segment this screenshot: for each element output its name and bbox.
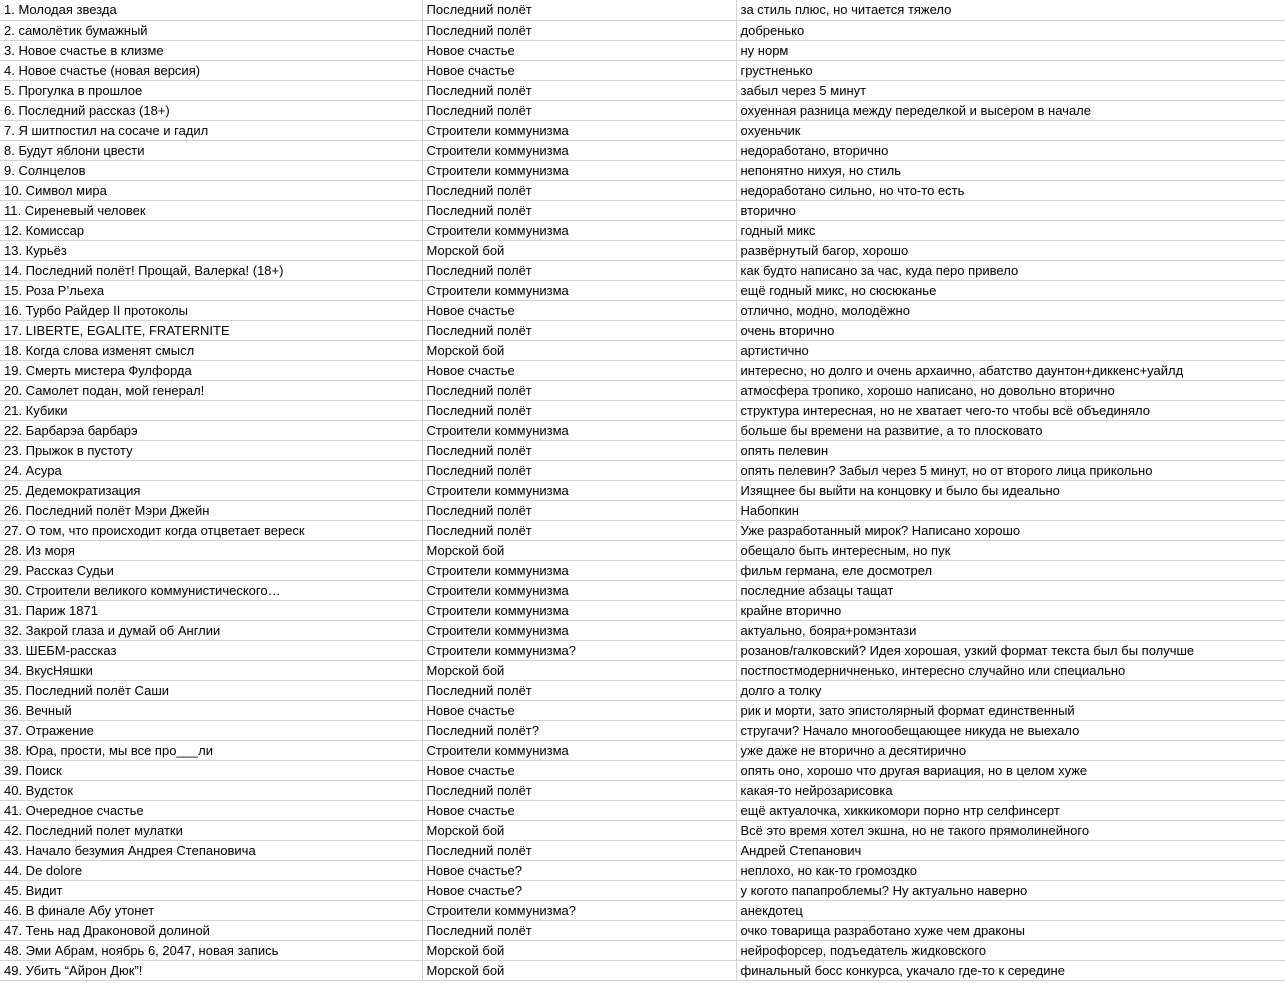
comment-cell[interactable]: очко товарища разработано хуже чем драконы bbox=[736, 920, 1285, 940]
comment-cell[interactable]: розанов/галковский? Идея хорошая, узкий формат текста был бы получше bbox=[736, 640, 1285, 660]
table-row bbox=[0, 440, 1285, 460]
comment-cell[interactable]: ну норм bbox=[736, 40, 1285, 60]
comment-cell[interactable]: рик и морти, зато эпистолярный формат единственный bbox=[736, 700, 1285, 720]
category-cell[interactable]: Последний полёт bbox=[422, 260, 736, 280]
comment-cell[interactable]: нейрофорсер, подъедатель жидковского bbox=[736, 940, 1285, 960]
title-cell[interactable]: 20. Самолет подан, мой генерал! bbox=[0, 380, 422, 400]
title-cell[interactable]: 18. Когда слова изменят смысл bbox=[0, 340, 422, 360]
title-cell[interactable]: 6. Последний рассказ (18+) bbox=[0, 100, 422, 120]
category-cell[interactable]: Морской бой bbox=[422, 240, 736, 260]
category-cell[interactable]: Морской бой bbox=[422, 660, 736, 680]
table-row bbox=[0, 620, 1285, 640]
category-cell[interactable]: Строители коммунизма bbox=[422, 160, 736, 180]
comment-cell[interactable]: непонятно нихуя, но стиль bbox=[736, 160, 1285, 180]
comment-cell[interactable]: охуеньчик bbox=[736, 120, 1285, 140]
title-cell[interactable]: 46. В финале Абу утонет bbox=[0, 900, 422, 920]
category-cell[interactable]: Последний полёт bbox=[422, 780, 736, 800]
category-cell[interactable]: Последний полёт bbox=[422, 100, 736, 120]
table-row bbox=[0, 560, 1285, 580]
title-cell[interactable]: 37. Отражение bbox=[0, 720, 422, 740]
table-row bbox=[0, 220, 1285, 240]
table-row bbox=[0, 120, 1285, 140]
category-cell[interactable]: Строители коммунизма? bbox=[422, 900, 736, 920]
table-row bbox=[0, 480, 1285, 500]
title-cell[interactable]: 33. ШЕБМ-рассказ bbox=[0, 640, 422, 660]
table-row bbox=[0, 940, 1285, 960]
comment-cell[interactable]: Всё это время хотел экшна, но не такого прямолинейного bbox=[736, 820, 1285, 840]
table-row bbox=[0, 740, 1285, 760]
comment-cell[interactable]: какая-то нейрозарисовка bbox=[736, 780, 1285, 800]
comment-cell[interactable]: ещё годный микс, но сюсюканье bbox=[736, 280, 1285, 300]
title-cell[interactable]: 13. Курьёз bbox=[0, 240, 422, 260]
title-cell[interactable]: 3. Новое счастье в клизме bbox=[0, 40, 422, 60]
comment-cell[interactable]: последние абзацы тащат bbox=[736, 580, 1285, 600]
title-cell[interactable]: 34. ВкусНяшки bbox=[0, 660, 422, 680]
comment-cell[interactable]: Изящнее бы выйти на концовку и было бы идеально bbox=[736, 480, 1285, 500]
category-cell[interactable]: Последний полёт bbox=[422, 500, 736, 520]
title-cell[interactable]: 12. Комиссар bbox=[0, 220, 422, 240]
comment-cell[interactable]: больше бы времени на развитие, а то плосковато bbox=[736, 420, 1285, 440]
category-cell[interactable]: Новое счастье bbox=[422, 40, 736, 60]
table-row bbox=[0, 460, 1285, 480]
title-cell[interactable]: 30. Строители великого коммунистического… bbox=[0, 580, 422, 600]
title-cell[interactable]: 26. Последний полёт Мэри Джейн bbox=[0, 500, 422, 520]
category-cell[interactable]: Строители коммунизма bbox=[422, 580, 736, 600]
category-cell[interactable]: Строители коммунизма? bbox=[422, 640, 736, 660]
title-cell[interactable]: 39. Поиск bbox=[0, 760, 422, 780]
comment-cell[interactable]: крайне вторично bbox=[736, 600, 1285, 620]
title-cell[interactable]: 2. самолётик бумажный bbox=[0, 20, 422, 40]
title-cell[interactable]: 5. Прогулка в прошлое bbox=[0, 80, 422, 100]
comment-cell[interactable]: недоработано сильно, но что-то есть bbox=[736, 180, 1285, 200]
table-row bbox=[0, 800, 1285, 820]
table-row bbox=[0, 840, 1285, 860]
category-cell[interactable]: Последний полёт bbox=[422, 200, 736, 220]
comment-cell[interactable]: постпостмодерничненько, интересно случайно или специально bbox=[736, 660, 1285, 680]
title-cell[interactable]: 7. Я шитпостил на сосаче и гадил bbox=[0, 120, 422, 140]
comment-cell[interactable]: структура интересная, но не хватает чего-то чтобы всё объединяло bbox=[736, 400, 1285, 420]
comment-cell[interactable]: артистично bbox=[736, 340, 1285, 360]
category-cell[interactable]: Последний полёт bbox=[422, 440, 736, 460]
table-row bbox=[0, 700, 1285, 720]
comment-cell[interactable]: Андрей Степанович bbox=[736, 840, 1285, 860]
title-cell[interactable]: 8. Будут яблони цвести bbox=[0, 140, 422, 160]
table-row bbox=[0, 200, 1285, 220]
title-cell[interactable]: 49. Убить “Айрон Дюк”! bbox=[0, 960, 422, 980]
title-cell[interactable]: 22. Барбарэа барбарэ bbox=[0, 420, 422, 440]
table-row bbox=[0, 240, 1285, 260]
comment-cell[interactable]: за стиль плюс, но читается тяжело bbox=[736, 0, 1285, 20]
title-cell[interactable]: 11. Сиреневый человек bbox=[0, 200, 422, 220]
table-row bbox=[0, 20, 1285, 40]
category-cell[interactable]: Строители коммунизма bbox=[422, 120, 736, 140]
title-cell[interactable]: 9. Солнцелов bbox=[0, 160, 422, 180]
comment-cell[interactable]: охуенная разница между переделкой и высером в начале bbox=[736, 100, 1285, 120]
comment-cell[interactable]: у когото папапроблемы? Ну актуально наверно bbox=[736, 880, 1285, 900]
table-row bbox=[0, 680, 1285, 700]
comment-cell[interactable]: стругачи? Начало многообещающее никуда не выехало bbox=[736, 720, 1285, 740]
comment-cell[interactable]: интересно, но долго и очень архаично, абатство даунтон+диккенс+уайлд bbox=[736, 360, 1285, 380]
category-cell[interactable]: Новое счастье bbox=[422, 360, 736, 380]
title-cell[interactable]: 19. Смерть мистера Фулфорда bbox=[0, 360, 422, 380]
comment-cell[interactable]: анекдотец bbox=[736, 900, 1285, 920]
table-row bbox=[0, 880, 1285, 900]
comment-cell[interactable]: актуально, бояра+ромэнтази bbox=[736, 620, 1285, 640]
category-cell[interactable]: Морской бой bbox=[422, 340, 736, 360]
comment-cell[interactable]: уже даже не вторично а десятирично bbox=[736, 740, 1285, 760]
title-cell[interactable]: 1. Молодая звезда bbox=[0, 0, 422, 20]
category-cell[interactable]: Последний полёт bbox=[422, 460, 736, 480]
comment-cell[interactable]: недоработано, вторично bbox=[736, 140, 1285, 160]
table-row bbox=[0, 520, 1285, 540]
table-row bbox=[0, 960, 1285, 980]
category-cell[interactable]: Морской бой bbox=[422, 940, 736, 960]
table-row bbox=[0, 160, 1285, 180]
title-cell[interactable]: 29. Рассказ Судьи bbox=[0, 560, 422, 580]
title-cell[interactable]: 31. Париж 1871 bbox=[0, 600, 422, 620]
category-cell[interactable]: Новое счастье? bbox=[422, 880, 736, 900]
category-cell[interactable]: Новое счастье? bbox=[422, 860, 736, 880]
category-cell[interactable]: Строители коммунизма bbox=[422, 620, 736, 640]
table-row bbox=[0, 500, 1285, 520]
table-row bbox=[0, 180, 1285, 200]
category-cell[interactable]: Последний полёт bbox=[422, 400, 736, 420]
comment-cell[interactable]: опять пелевин? Забыл через 5 минут, но от второго лица прикольно bbox=[736, 460, 1285, 480]
category-cell[interactable]: Последний полёт bbox=[422, 80, 736, 100]
comment-cell[interactable]: ещё актуалочка, хиккикомори порно нтр селфинсерт bbox=[736, 800, 1285, 820]
title-cell[interactable]: 14. Последний полёт! Прощай, Валерка! (18+) bbox=[0, 260, 422, 280]
table-row bbox=[0, 540, 1285, 560]
comment-cell[interactable]: очень вторично bbox=[736, 320, 1285, 340]
table-row bbox=[0, 100, 1285, 120]
category-cell[interactable]: Строители коммунизма bbox=[422, 480, 736, 500]
category-cell[interactable]: Последний полёт? bbox=[422, 720, 736, 740]
comment-cell[interactable]: годный микс bbox=[736, 220, 1285, 240]
category-cell[interactable]: Новое счастье bbox=[422, 300, 736, 320]
category-cell[interactable]: Последний полёт bbox=[422, 180, 736, 200]
category-cell[interactable]: Последний полёт bbox=[422, 840, 736, 860]
category-cell[interactable]: Последний полёт bbox=[422, 520, 736, 540]
table-row bbox=[0, 580, 1285, 600]
title-cell[interactable]: 35. Последний полёт Саши bbox=[0, 680, 422, 700]
title-cell[interactable]: 25. Дедемократизация bbox=[0, 480, 422, 500]
title-cell[interactable]: 40. Вудсток bbox=[0, 780, 422, 800]
table-row bbox=[0, 280, 1285, 300]
title-cell[interactable]: 32. Закрой глаза и думай об Англии bbox=[0, 620, 422, 640]
table-row bbox=[0, 720, 1285, 740]
table-row bbox=[0, 340, 1285, 360]
comment-cell[interactable]: развёрнутый багор, хорошо bbox=[736, 240, 1285, 260]
category-cell[interactable]: Последний полёт bbox=[422, 20, 736, 40]
comment-cell[interactable]: фильм германа, еле досмотрел bbox=[736, 560, 1285, 580]
title-cell[interactable]: 28. Из моря bbox=[0, 540, 422, 560]
comment-cell[interactable]: финальный босс конкурса, укачало где-то к середине bbox=[736, 960, 1285, 980]
comment-cell[interactable]: Уже разработанный мирок? Написано хорошо bbox=[736, 520, 1285, 540]
comment-cell[interactable]: вторично bbox=[736, 200, 1285, 220]
table-row bbox=[0, 820, 1285, 840]
category-cell[interactable]: Строители коммунизма bbox=[422, 600, 736, 620]
title-cell[interactable]: 43. Начало безумия Андрея Степановича bbox=[0, 840, 422, 860]
category-cell[interactable]: Строители коммунизма bbox=[422, 220, 736, 240]
title-cell[interactable]: 41. Очередное счастье bbox=[0, 800, 422, 820]
table-row bbox=[0, 860, 1285, 880]
category-cell[interactable]: Последний полёт bbox=[422, 920, 736, 940]
category-cell[interactable]: Новое счастье bbox=[422, 700, 736, 720]
comment-cell[interactable]: добренько bbox=[736, 20, 1285, 40]
table-row bbox=[0, 40, 1285, 60]
table-row bbox=[0, 640, 1285, 660]
category-cell[interactable]: Строители коммунизма bbox=[422, 280, 736, 300]
category-cell[interactable]: Морской бой bbox=[422, 540, 736, 560]
table-row bbox=[0, 660, 1285, 680]
table-row bbox=[0, 920, 1285, 940]
table-row bbox=[0, 260, 1285, 280]
title-cell[interactable]: 36. Вечный bbox=[0, 700, 422, 720]
title-cell[interactable]: 42. Последний полет мулатки bbox=[0, 820, 422, 840]
table-row bbox=[0, 360, 1285, 380]
table-row bbox=[0, 760, 1285, 780]
category-cell[interactable]: Последний полёт bbox=[422, 380, 736, 400]
table-row bbox=[0, 320, 1285, 340]
table-row bbox=[0, 400, 1285, 420]
table-row bbox=[0, 900, 1285, 920]
table-row bbox=[0, 380, 1285, 400]
comment-cell[interactable]: как будто написано за час, куда перо привело bbox=[736, 260, 1285, 280]
category-cell[interactable]: Новое счастье bbox=[422, 60, 736, 80]
title-cell[interactable]: 47. Тень над Драконовой долиной bbox=[0, 920, 422, 940]
comment-cell[interactable]: атмосфера тропико, хорошо написано, но довольно вторично bbox=[736, 380, 1285, 400]
title-cell[interactable]: 4. Новое счастье (новая версия) bbox=[0, 60, 422, 80]
table-row bbox=[0, 420, 1285, 440]
table-row bbox=[0, 80, 1285, 100]
comment-cell[interactable]: забыл через 5 минут bbox=[736, 80, 1285, 100]
comment-cell[interactable]: опять пелевин bbox=[736, 440, 1285, 460]
title-cell[interactable]: 17. LIBERTE, EGALITE, FRATERNITE bbox=[0, 320, 422, 340]
title-cell[interactable]: 48. Эми Абрам, ноябрь 6, 2047, новая запись bbox=[0, 940, 422, 960]
comment-cell[interactable]: отлично, модно, молодёжно bbox=[736, 300, 1285, 320]
category-cell[interactable]: Строители коммунизма bbox=[422, 560, 736, 580]
title-cell[interactable]: 45. Видит bbox=[0, 880, 422, 900]
category-cell[interactable]: Строители коммунизма bbox=[422, 740, 736, 760]
table-row bbox=[0, 600, 1285, 620]
category-cell[interactable]: Морской бой bbox=[422, 820, 736, 840]
comment-cell[interactable]: грустненько bbox=[736, 60, 1285, 80]
title-cell[interactable]: 38. Юра, прости, мы все про___ли bbox=[0, 740, 422, 760]
table-row bbox=[0, 780, 1285, 800]
comment-cell[interactable]: неплохо, но как-то громоздко bbox=[736, 860, 1285, 880]
category-cell[interactable]: Последний полёт bbox=[422, 680, 736, 700]
table-row bbox=[0, 0, 1285, 20]
category-cell[interactable]: Последний полёт bbox=[422, 320, 736, 340]
category-cell[interactable]: Морской бой bbox=[422, 960, 736, 980]
category-cell[interactable]: Новое счастье bbox=[422, 800, 736, 820]
category-cell[interactable]: Строители коммунизма bbox=[422, 140, 736, 160]
title-cell[interactable]: 10. Символ мира bbox=[0, 180, 422, 200]
title-cell[interactable]: 16. Турбо Райдер II протоколы bbox=[0, 300, 422, 320]
title-cell[interactable]: 23. Прыжок в пустоту bbox=[0, 440, 422, 460]
table-row bbox=[0, 300, 1285, 320]
title-cell[interactable]: 15. Роза Р’льеха bbox=[0, 280, 422, 300]
category-cell[interactable]: Новое счастье bbox=[422, 760, 736, 780]
table-row bbox=[0, 140, 1285, 160]
comment-cell[interactable]: обещало быть интересным, но пук bbox=[736, 540, 1285, 560]
title-cell[interactable]: 24. Асура bbox=[0, 460, 422, 480]
category-cell[interactable]: Последний полёт bbox=[422, 0, 736, 20]
title-cell[interactable]: 21. Кубики bbox=[0, 400, 422, 420]
comment-cell[interactable]: опять оно, хорошо что другая вариация, но в целом хуже bbox=[736, 760, 1285, 780]
comment-cell[interactable]: долго а толку bbox=[736, 680, 1285, 700]
title-cell[interactable]: 27. О том, что происходит когда отцветает вереск bbox=[0, 520, 422, 540]
title-cell[interactable]: 44. De dolore bbox=[0, 860, 422, 880]
category-cell[interactable]: Строители коммунизма bbox=[422, 420, 736, 440]
table-row bbox=[0, 60, 1285, 80]
comment-cell[interactable]: Набопкин bbox=[736, 500, 1285, 520]
